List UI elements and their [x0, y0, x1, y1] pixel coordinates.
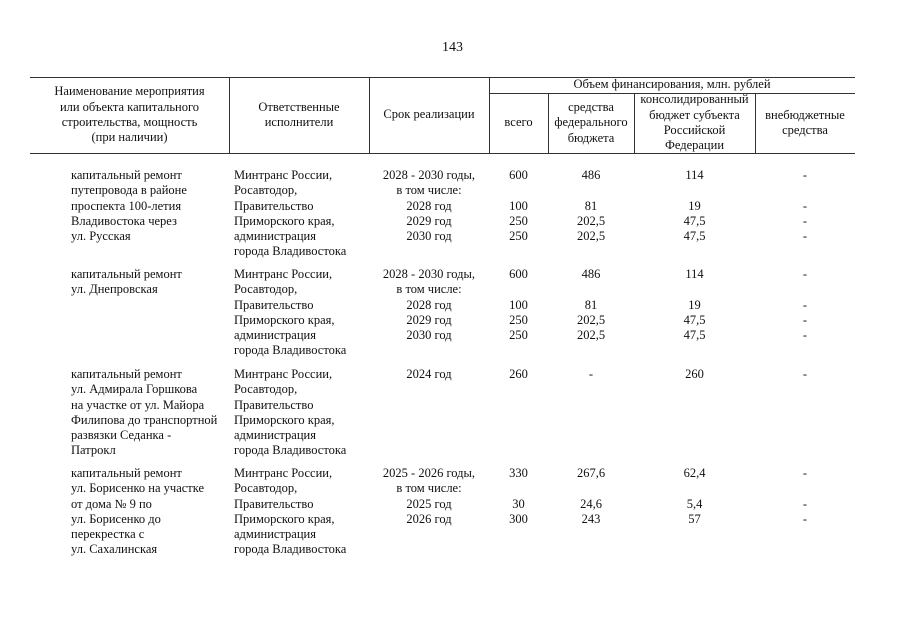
- row4-name: капитальный ремонт ул. Борисенко на участке от дома № 9 по ул. Борисенко до перекрестка с ул. Сахалинская: [71, 466, 205, 557]
- row4-federal: 267,6 24,6 243: [576, 466, 606, 526]
- header-executors: Ответственные исполнители: [258, 99, 340, 129]
- row1-name: капитальный ремонт путепровода в районе проспекта 100-летия Владивостока через ул. Русская: [71, 168, 187, 244]
- row2-federal: 486 81 202,5 202,5: [576, 267, 606, 343]
- header-federal: средства федерального бюджета: [554, 100, 628, 145]
- row3-regional: 260: [685, 367, 704, 381]
- row3-federal: -: [588, 367, 594, 381]
- row2-name: капитальный ремонт ул. Днепровская: [71, 267, 182, 297]
- row1-regional: 114 19 47,5 47,5: [683, 168, 706, 244]
- row1-total: 600 100 250 250: [509, 168, 528, 244]
- row3-total: 260: [509, 367, 528, 381]
- header-financing: Объем финансирования, млн. рублей: [573, 77, 771, 92]
- header-period: Срок реализации: [383, 107, 475, 122]
- header-offbudget: внебюджетные средства: [765, 107, 845, 137]
- header-regional: консолидированный бюджет субъекта Российской Федерации: [640, 92, 749, 153]
- header-name: Наименование мероприятия или объекта капитального строительства, мощность (при наличии): [54, 84, 205, 145]
- row4-offbudget: - - -: [802, 466, 808, 526]
- row1-executors: Минтранс России, Росавтодор, Правительство Приморского края, администрация города Владивостока: [234, 168, 347, 259]
- header-total: всего: [504, 115, 533, 130]
- row2-period: 2028 - 2030 годы, в том числе: 2028 год 2029 год 2030 год: [382, 267, 476, 343]
- row4-regional: 62,4 5,4 57: [683, 466, 706, 526]
- row3-executors: Минтранс России, Росавтодор, Правительство Приморского края, администрация города Владивостока: [234, 367, 347, 458]
- row1-federal: 486 81 202,5 202,5: [576, 168, 606, 244]
- row1-offbudget: - - - -: [802, 168, 808, 244]
- row3-period: 2024 год: [406, 367, 452, 381]
- row2-regional: 114 19 47,5 47,5: [683, 267, 706, 343]
- page-number: 143: [442, 40, 463, 55]
- row3-offbudget: -: [802, 367, 808, 381]
- row2-executors: Минтранс России, Росавтодор, Правительство Приморского края, администрация города Владивостока: [234, 267, 347, 358]
- row3-name: капитальный ремонт ул. Адмирала Горшкова на участке от ул. Майора Филипова до транспортной развязки Седанка - Патрокл: [71, 367, 218, 458]
- row2-total: 600 100 250 250: [509, 267, 528, 343]
- row4-total: 330 30 300: [509, 466, 528, 526]
- row2-offbudget: - - - -: [802, 267, 808, 343]
- row1-period: 2028 - 2030 годы, в том числе: 2028 год 2029 год 2030 год: [382, 168, 476, 244]
- row4-period: 2025 - 2026 годы, в том числе: 2025 год 2026 год: [382, 466, 476, 526]
- row4-executors: Минтранс России, Росавтодор, Правительство Приморского края, администрация города Владивостока: [234, 466, 347, 557]
